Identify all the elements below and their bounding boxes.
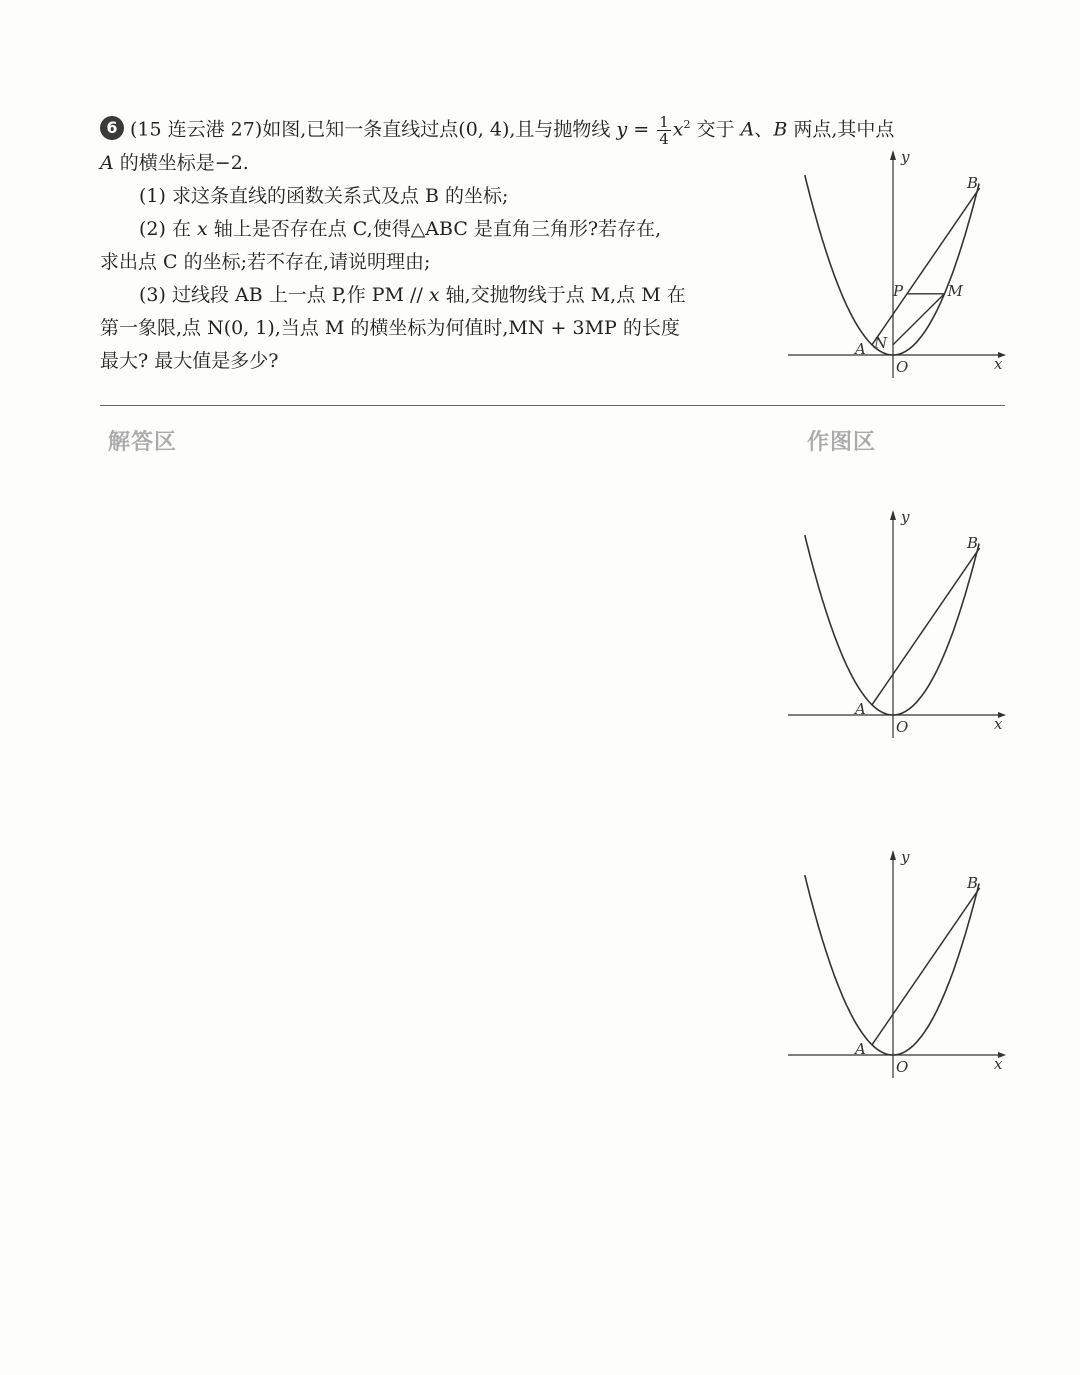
label-y: y (901, 848, 910, 866)
equation-y: y (616, 118, 628, 141)
segment-mn (893, 294, 944, 345)
label-b: B (967, 173, 979, 192)
label-y: y (901, 148, 910, 166)
question-3-line-2: 第一象限,点 N(0, 1),当点 M 的横坐标为何值时,MN + 3MP 的长度 (100, 316, 680, 339)
label-x: x (994, 715, 1003, 733)
answer-area-label: 解答区 (108, 430, 178, 455)
equation-exponent: 2 (683, 118, 691, 131)
label-o: O (896, 358, 909, 376)
problem-intro-c: 两点,其中点 (787, 118, 895, 141)
problem-intro: 如图,已知一条直线过点(0, 4),且与抛物线 (262, 118, 617, 141)
section-divider (100, 405, 1005, 406)
label-x: x (994, 1055, 1003, 1073)
equation-x: x (672, 118, 684, 141)
label-a: A (855, 339, 866, 358)
q3-text: 轴,交抛物线于点 M,点 M 在 (439, 283, 686, 306)
problem-line-2-text: 的横坐标是−2. (113, 151, 249, 174)
fraction-numerator: 1 (659, 112, 669, 131)
label-x: x (994, 355, 1003, 373)
y-axis-arrow (890, 510, 896, 520)
fraction-denominator: 4 (659, 129, 669, 148)
line-ab (872, 548, 980, 705)
drawing-area-label: 作图区 (807, 430, 877, 455)
figure-drawing-1 (780, 500, 1010, 740)
parabola (805, 175, 979, 355)
label-b: B (967, 873, 979, 892)
label-o: O (896, 1058, 909, 1076)
q2-text: 轴上是否存在点 C,使得△ABC 是直角三角形?若存在, (207, 217, 662, 240)
q2-prefix: (2) 在 (139, 217, 197, 240)
point-a-label-2: A (100, 151, 114, 174)
problem-intro-b: 交于 (690, 118, 741, 141)
figure-main (780, 140, 1010, 380)
label-m: M (947, 281, 963, 300)
label-y: y (901, 508, 910, 526)
point-a-label: A (740, 118, 755, 141)
equation-equals: = (627, 118, 656, 141)
y-axis-arrow (890, 850, 896, 860)
equation-fraction (657, 114, 671, 147)
label-n: N (874, 333, 888, 352)
label-a: A (855, 699, 866, 718)
q3-x: x (428, 283, 440, 306)
point-b-label: B (773, 118, 788, 141)
line-ab (872, 888, 980, 1045)
question-2-line-2: 求出点 C 的坐标;若不存在,请说明理由; (100, 250, 431, 273)
label-b: B (967, 533, 979, 552)
line-ab (872, 188, 980, 345)
q2-x: x (197, 217, 208, 240)
y-axis-arrow (890, 150, 896, 160)
problem-number-badge: 6 (100, 116, 124, 140)
figure-drawing-2 (780, 840, 1010, 1080)
label-a: A (855, 1039, 866, 1058)
q3-prefix: (3) 过线段 AB 上一点 P,作 PM // (139, 283, 429, 306)
parabola (805, 535, 979, 715)
separator: 、 (754, 118, 774, 141)
problem-source: (15 连云港 27) (130, 118, 263, 141)
label-p: P (893, 281, 904, 300)
question-3-line-3: 最大? 最大值是多少? (100, 349, 279, 372)
parabola (805, 875, 979, 1055)
label-o: O (896, 718, 909, 736)
question-1: (1) 求这条直线的函数关系式及点 B 的坐标; (139, 184, 509, 207)
